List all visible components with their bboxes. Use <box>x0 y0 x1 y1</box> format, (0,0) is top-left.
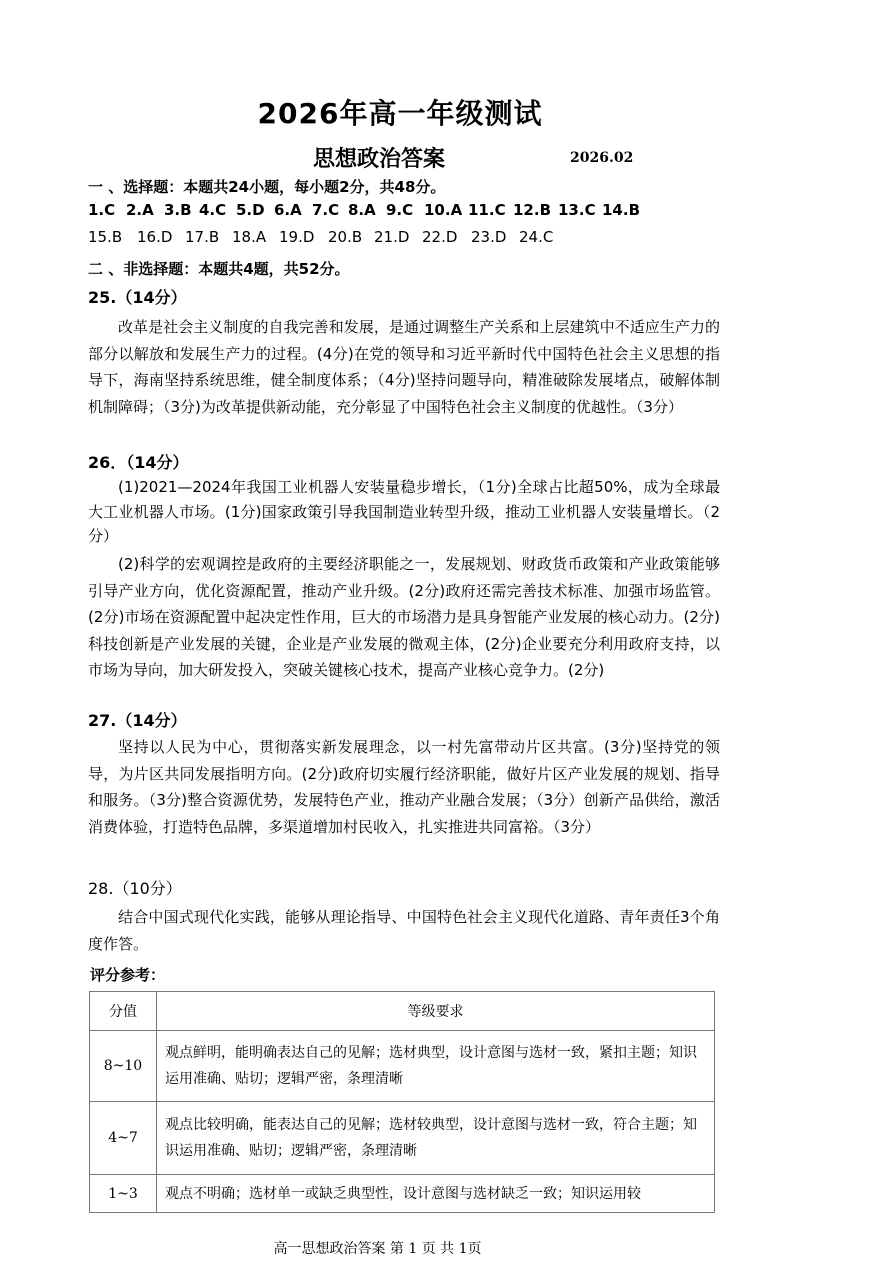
table-header-score: 分值 <box>90 992 157 1031</box>
answer-item: 9.C <box>386 201 414 219</box>
answer-item: 21.D <box>374 228 410 246</box>
requirement-cell: 观点不明确；选材单一或缺乏典型性，设计意图与选材缺乏一致；知识运用较 <box>157 1175 715 1213</box>
answer-item: 4.C <box>199 201 227 219</box>
answer-item: 13.C <box>558 201 596 219</box>
table-header-row <box>90 992 715 1031</box>
answer-item: 6.A <box>274 201 302 219</box>
answer-item: 17.B <box>185 228 220 246</box>
answer-item: 18.A <box>232 228 267 246</box>
page-footer: 高一思想政治答案 第 1 页 共 1页 <box>273 1241 482 1257</box>
answer-item: 10.A <box>424 201 463 219</box>
answer-item: 16.D <box>137 228 173 246</box>
answer-item: 2.A <box>126 201 154 219</box>
page-title: 2026年高一年级测试 <box>257 97 543 130</box>
requirement-cell: 观点比较明确，能表达自己的见解；选材较典型，设计意图与选材一致，符合主题；知识运用准确、贴切；逻辑严密，条理清晰 <box>157 1102 715 1175</box>
section1-heading: 一 、选择题：本题共24小题，每小题2分，共48分。 <box>88 178 446 196</box>
score-cell: 1~3 <box>90 1175 157 1213</box>
answer-item: 20.B <box>328 228 363 246</box>
answer-item: 22.D <box>422 228 458 246</box>
answer-item: 3.B <box>164 201 192 219</box>
table-row <box>90 1175 715 1213</box>
q26-part2: (2)科学的宏观调控是政府的主要经济职能之一，发展规划、财政货币政策和产业政策能够引导产业方向，优化资源配置，推动产业升级。(2分)政府还需完善技术标准、加强市场监管。(2分)市场在资源配置中起决定性作用，巨大的市场潜力是具身智能产业发展的核心动力。(2分)科技创新是产业发展的关键，企业是产业发展的微观主体，(2分)企业要充分利用政府支持，以市场为导向，加大研发投入，突破关键核心技术，提高产业核心竞争力。(2分) <box>88 555 720 679</box>
answer-item: 19.D <box>279 228 315 246</box>
table-header-requirement: 等级要求 <box>157 992 715 1031</box>
answer-item: 23.D <box>471 228 507 246</box>
answer-item: 1.C <box>88 201 116 219</box>
answer-item: 24.C <box>519 228 554 246</box>
answer-item: 8.A <box>348 201 376 219</box>
q28-text: 结合中国式现代化实践，能够从理论指导、中国特色社会主义现代化道路、青年责任3个角度作答。 <box>88 908 720 953</box>
answer-item: 5.D <box>236 201 265 219</box>
grading-table <box>89 991 715 1213</box>
q27-heading: 27.（14分） <box>88 711 187 730</box>
answer-item: 15.B <box>88 228 123 246</box>
page-subtitle: 思想政治答案 <box>313 147 446 172</box>
table-row <box>90 1031 715 1102</box>
table-row <box>90 1102 715 1175</box>
q27-text: 坚持以人民为中心，贯彻落实新发展理念，以一村先富带动片区共富。(3分)坚持党的领导，为片区共同发展指明方向。(2分)政府切实履行经济职能，做好片区产业发展的规划、指导和服务。（3分)整合资源优势，发展特色产业，推动产业融合发展；（3分）创新产品供给，激活消费体验，打造特色品牌，多渠道增加村民收入，扎实推进共同富裕。（3分） <box>88 738 720 836</box>
answer-item: 7.C <box>312 201 340 219</box>
answer-item: 11.C <box>468 201 506 219</box>
q28-heading: 28.（10分） <box>88 879 182 898</box>
q25-heading: 25.（14分） <box>88 288 187 307</box>
requirement-cell: 观点鲜明，能明确表达自己的见解；选材典型，设计意图与选材一致，紧扣主题；知识运用准确、贴切；逻辑严密，条理清晰 <box>157 1031 715 1102</box>
q25-text: 改革是社会主义制度的自我完善和发展，是通过调整生产关系和上层建筑中不适应生产力的部分以解放和发展生产力的过程。(4分)在党的领导和习近平新时代中国特色社会主义思想的指导下，海南坚持系统思维，健全制度体系；（4分)坚持问题导向，精准破除发展堵点，破解体制机制障碍；（3分)为改革提供新动能，充分彰显了中国特色社会主义制度的优越性。（3分） <box>88 318 720 416</box>
exam-date: 2026.02 <box>570 150 634 166</box>
q26-heading: 26．（14分） <box>88 453 189 472</box>
answer-item: 12.B <box>513 201 552 219</box>
answer-item: 14.B <box>602 201 641 219</box>
score-cell: 4~7 <box>90 1102 157 1175</box>
q26-part1: (1)2021—2024年我国工业机器人安装量稳步增长，（1分)全球占比超50%，成为全球最大工业机器人市场。(1分)国家政策引导我国制造业转型升级，推动工业机器人安装量增长。（2分） <box>88 478 720 545</box>
score-cell: 8~10 <box>90 1031 157 1102</box>
rubric-label: 评分参考： <box>90 966 166 984</box>
section2-heading: 二 、非选择题：本题共4题，共52分。 <box>88 260 350 278</box>
